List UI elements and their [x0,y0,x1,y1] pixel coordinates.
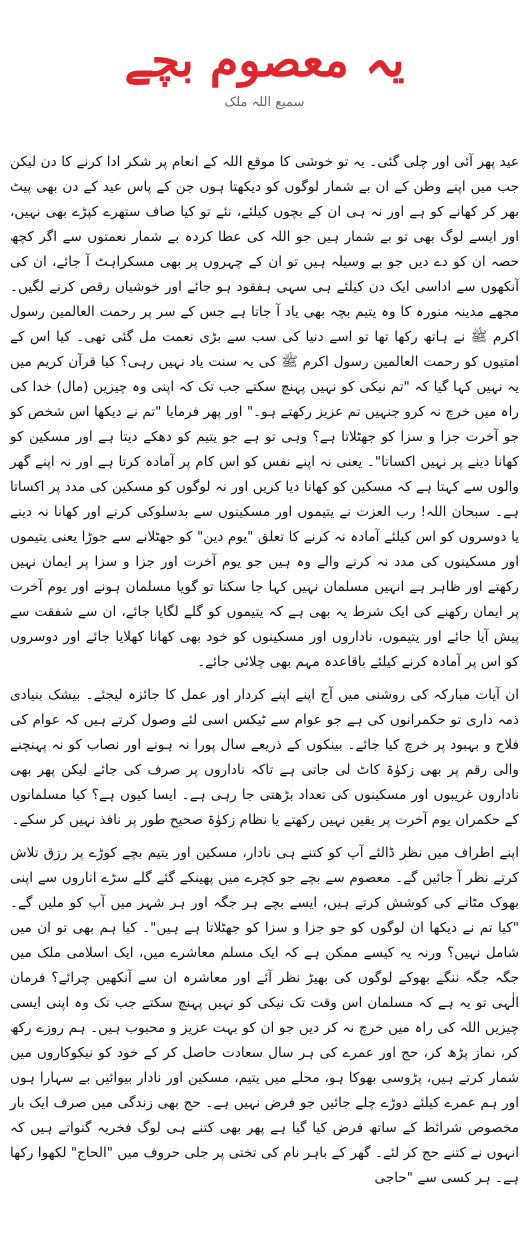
article-paragraph: ان آیات مبارکہ کی روشنی میں آج اپنے اپنے کردار اور عمل کا جائزہ لیجئے۔ بیشک بنیادی ذمہ داری تو حکمرانوں کی ہے جو عوام سے ٹیکس اسی لئے وصول کرتے ہیں کہ عوام کی فلاح و بہبود پر خرچ کیا جائے۔ بینکوں کے ذریعے سال پورا نہ ہونے اور نصاب کو نہ پہنچنے والی رقم پر بھی زکوٰۃ کاٹ لی جاتی ہے تاکہ ناداروں پر صرف کی جائے لیکن پھر بھی ناداروں غریبوں اور مسکینوں کی تعداد بڑھتی جا رہی ہے۔ ایسا کیوں ہے؟ کیا مسلمانوں کے حکمران یوم آخرت پر یقین نہیں رکھتے یا نظام زکوٰۃ صحیح طور پر نافذ نہیں کر سکے۔ [10,687,519,828]
article-paragraph: عید پھر آئی اور چلی گئی۔ یہ تو خوشی کا موقع اللہ کے انعام پر شکر ادا کرنے کا دن لیکن جب میں اپنے وطن کے ان بے شمار لوگوں کو دیکھتا ہوں جن کے پاس عید کے دن بھی پیٹ بھر کر کھانے کو ہے اور نہ ہی ان کے بچوں کیلئے، نئے تو کیا صاف ستھرے کپڑے بھی نہیں، اور ایسے لوگ بھی تو بے شمار ہیں جو اللہ کی عطا کردہ بے شمار نعمتوں سے اگر کچھ حصہ ان کو دے دیں جو بے وسیلہ ہیں تو ان کے چہروں پر بھی مسکراہٹ آ جائے، ان کی آنکھوں سے اداسی ایک دن کیلئے ہی سہی ہفقود ہو جائے اور خوشیاں رقص کرنے لگیں۔ مجھے مدینہ منورہ کا وہ یتیم بچہ بھی یاد آ جاتا ہے جس کے سر پر رحمت العالمین رسول اکرم ﷺ نے ہاتھ رکھا تھا تو اسے دنیا کی سب سے بڑی نعمت مل گئی تھی۔ کیا اس کے امتیوں کو رحمت العالمین رسول اکرم ﷺ کی یہ سنت یاد نہیں رہی؟ کیا قرآن کریم میں یہ نہیں کہا گیا کہ "تم نیکی کو نہیں پہنچ سکتے جب تک کہ اپنی وہ چیزیں (مال) خدا کی راہ میں خرچ نہ کرو جنہیں تم عزیز رکھتے ہو۔" اور پھر فرمایا "تم نے دیکھا اس شخص کو جو آخرت جزا و سزا کو جھٹلاتا ہے؟ وہی تو ہے جو یتیم کو دھکے دیتا ہے اور مسکین کو کھانا دینے پر نہیں اکساتا"۔ یعنی نہ اپنے نفس کو اس کام پر آمادہ کرتا ہے اور نہ اپنے گھر والوں سے کہتا ہے کہ مسکین کو کھانا دیا کریں اور نہ لوگوں کو مسکین کی مدد پر اکساتا ہے۔ سبحان اللہ! رب العزت نے یتیموں اور مسکینوں سے بدسلوکی کرنے اور کھانا نہ دینے یا دوسروں کو اس کیلئے آمادہ نہ کرنے کا تعلق "یوم دین" کو جھٹلانے سے جوڑا یعنی یتیموں اور مسکینوں کی مدد نہ کرنے والے وہ ہیں جو یوم آخرت اور جزا و سزا پر ایمان نہیں رکھتے اور ظاہر ہے انہیں مسلمان نہیں کہا جا سکتا تو گویا مسلمان ہونے اور یوم آخرت پر ایمان رکھنے کی ایک شرط یہ بھی ہے کہ یتیموں کو گلے لگایا جائے، ان سے شفقت سے پیش آیا جائے اور یتیموں، ناداروں اور مسکینوں کو خود بھی کھانا کھلایا جائے اور دوسروں کو اس پر آمادہ کرنے کیلئے باقاعدہ مہم بھی چلائی جائے۔ [10,154,519,670]
article-body [10,150,519,1199]
article-paragraph: اپنے اطراف میں نظر ڈالئے آپ کو کتنے ہی نادار، مسکین اور یتیم بچے کوڑے پر رزق تلاش کرتے نظر آ جائیں گے۔ معصوم سے بچے جو کچرے میں پھینکے گئے گلے سڑے اناروں سے اپنی بھوک مٹانے کی کوشش کرتے ہیں، ایسے بچے ہر جگہ اور ہر شہر میں آپ کو ملیں گے۔ "کیا تم نے دیکھا ان لوگوں کو جو جزا و سزا کو جھٹلاتا ہے ہیں"۔ کیا ہم بھی تو ان میں شامل نہیں؟ ورنہ یہ کیسے ممکن ہے کہ ایک مسلم معاشرے میں، ایک اسلامی ملک میں جگہ جگہ ننگے بھوکے لوگوں کی بھیڑ نظر آئے اور معاشرہ ان سے آنکھیں چرائے؟ فرمان الٰہی تو یہ ہے کہ مسلمان اس وقت تک نیکی کو نہیں پہنچ سکتے جب تک وہ اپنی ایسی چیزیں اللہ کی راہ میں خرچ نہ کر دیں جو ان کو بہت عزیز و محبوب ہیں۔ ہم روزے رکھ کر، نماز پڑھ کر، حج اور عمرے کی ہر سال سعادت حاصل کر کے خود کو نیکوکاروں میں شمار کرتے ہیں، پڑوسی بھوکا ہو، محلے میں یتیم، مسکین اور نادار بیوائیں بے سہارا ہوں اور ہم عمرے کیلئے دوڑے چلے جائیں جو فرض نہیں ہے۔ حج بھی زندگی میں صرف ایک بار مخصوص شرائط کے ساتھ فرض کیا گیا ہے پھر بھی کتنے ہی لوگ فخریہ گنواتے ہیں کہ انہوں نے کتنے حج کر لئے۔ گھر کے باہر نام کی تختی پر جلی حروف میں "الحاج" لکھوا رکھا ہے۔ ہر کسی سے "حاجی [10,845,519,1186]
author-byline: سمیع اللہ ملک [224,95,305,110]
article-title: یہ معصوم بچے [124,33,405,87]
